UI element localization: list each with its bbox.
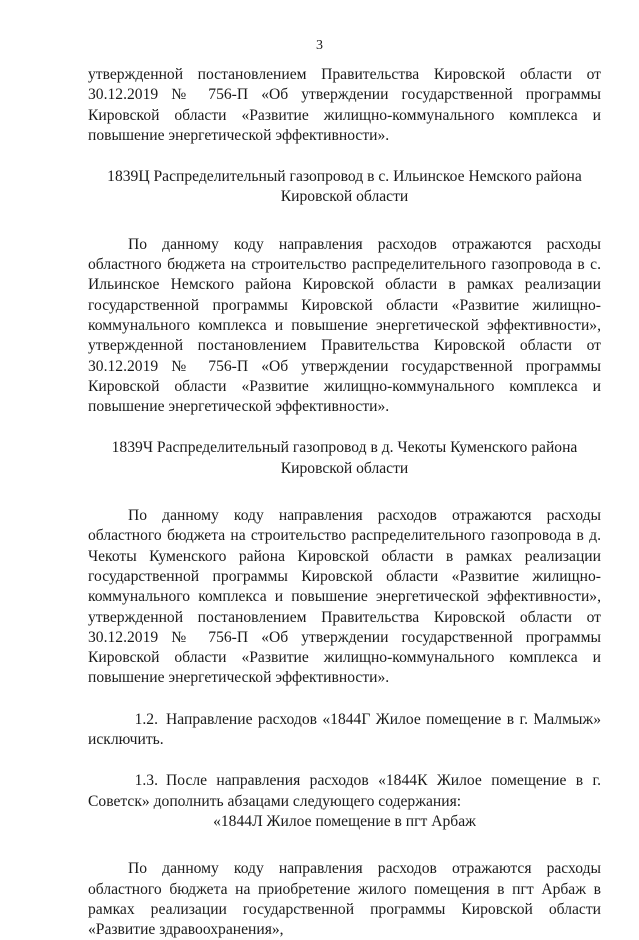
page-number: 3	[316, 38, 323, 53]
item-1-3-text: После направления расходов «1844К Жилое помещение в г. Советск» дополнить абзацами следующего содержания:	[88, 772, 601, 810]
paragraph-1844l: По данному коду направления расходов отражаются расходы областного бюджета на приобретение жилого помещения в пгт Арбаж в рамках реализации государственной программы Кировской области «Развитие здравоохранения»,	[88, 860, 601, 939]
item-1-3-number: 1.3.	[134, 772, 158, 790]
paragraph-1839c: По данному коду направления расходов отражаются расходы областного бюджета на строительство распределительного газопровода в с. Ильинское Немского района Кировской области в рамках реализации государственной программы Кировской области «Развитие жилищно-коммунального комплекса и повышение энергетической эффективности», утвержденной постановлением Правительства Кировской области от 30.12.2019 № 756-П «Об утверждении государственной программы Кировской области «Развитие жилищно-коммунального комплекса и повышение энергетической эффективности».	[88, 235, 601, 416]
document-body	[88, 65, 601, 940]
paragraph-1839ch: По данному коду направления расходов отражаются расходы областного бюджета на строительство распределительного газопровода в д. Чекоты Куменского района Кировской области в рамках реализации государственной программы Кировской области «Развитие жилищно-коммунального комплекса и повышение энергетической эффективности», утвержденной постановлением Правительства Кировской области от 30.12.2019 № 756-П «Об утверждении государственной программы Кировской области «Развитие жилищно-коммунального комплекса и повышение энергетической эффективности».	[88, 507, 601, 687]
item-1-3	[88, 771, 601, 812]
heading-1839ch: 1839Ч Распределительный газопровод в д. Чекоты Куменского района Кировской области	[111, 439, 578, 477]
heading-1844l: «1844Л Жилое помещение в пгт Арбаж	[213, 812, 476, 830]
heading-1839c: 1839Ц Распределительный газопровод в с. Ильинское Немского района Кировской области	[107, 168, 582, 206]
item-1-2-number: 1.2.	[134, 710, 158, 728]
item-1-2	[88, 710, 601, 751]
item-1-2-text: Направление расходов «1844Г Жилое помещение в г. Малмыж» исключить.	[88, 710, 601, 749]
paragraph-continuation: утвержденной постановлением Правительства Кировской области от 30.12.2019 № 756-П «Об утверждении государственной программы Кировской области «Развитие жилищно-коммунального комплекса и повышение энергетической эффективности».	[88, 66, 601, 144]
